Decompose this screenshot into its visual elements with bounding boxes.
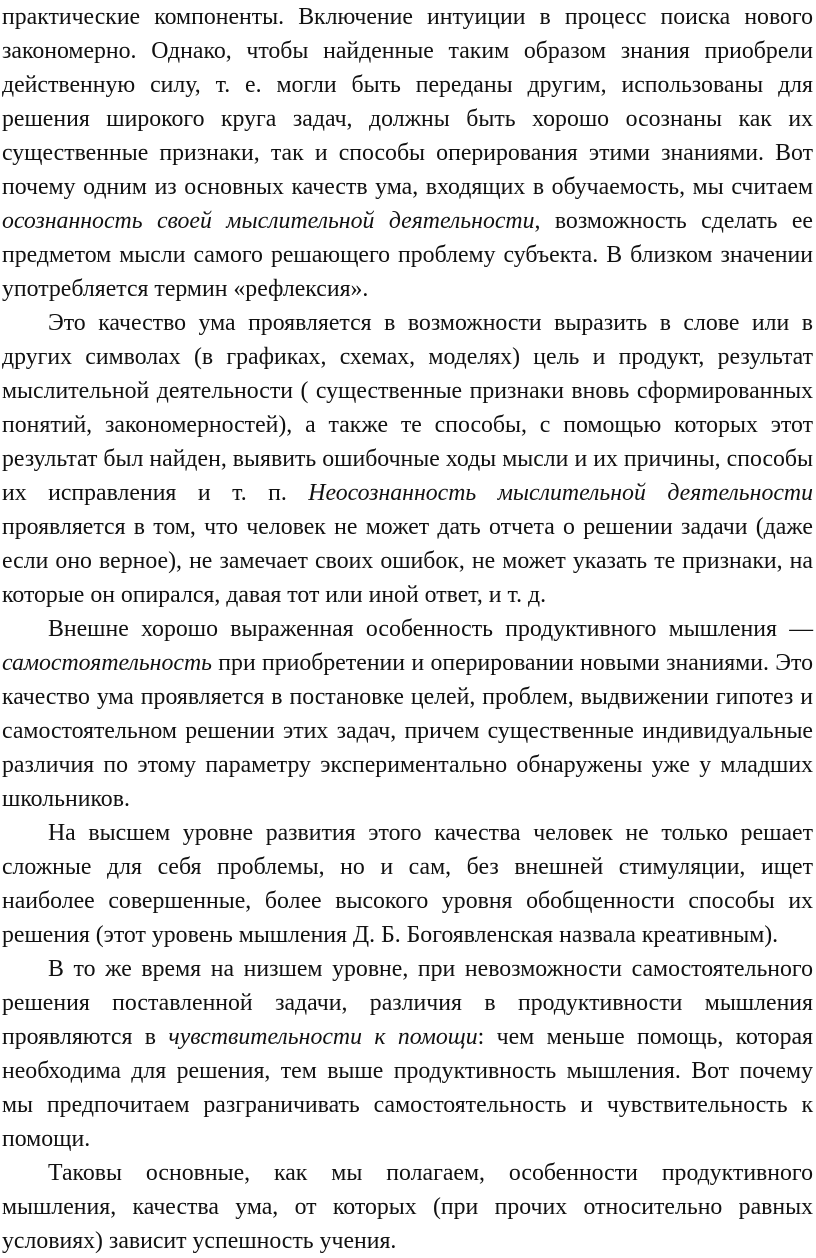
italic-term: осознанность своей мыслительной деятельности: [2, 208, 535, 234]
text-segment: В то же время на низшем уровне, при невозможности самостоятельного решения поставленной задачи, различия в продуктивности мышления проявляются в: [2, 956, 813, 1050]
italic-term: самостоятельность: [2, 650, 212, 676]
paragraph-4: [2, 816, 813, 952]
text-segment: Таковы основные, как мы полагаем, особенности продуктивного мышления, качества ума, от которых (при прочих относительно равных условиях) зависит успешность учения.: [2, 1160, 813, 1254]
text-segment: На высшем уровне развития этого качества человек не только решает сложные для себя проблемы, но и сам, без внешней стимуляции, ищет наиболее совершенные, более высокого уровня обобщенности способы их решения (этот уровень мышления Д. Б. Богоявленская назвала креативным).: [2, 820, 813, 948]
paragraph-6: [2, 1156, 813, 1258]
paragraph-1: [2, 0, 813, 306]
text-segment: , возможность сделать ее предметом мысли самого решающего проблему субъекта. В близком значении употребляется термин «рефлексия».: [2, 208, 813, 302]
paragraph-3: [2, 612, 813, 816]
paragraph-2: [2, 306, 813, 612]
text-segment: при приобретении и оперировании новыми знаниями. Это качество ума проявляется в постановке целей, проблем, выдвижении гипотез и самостоятельном решении этих задач, причем существенные индивидуальные различия по этому параметру экспериментально обнаружены уже у младших школьников.: [2, 650, 813, 812]
paragraph-5: [2, 952, 813, 1156]
text-segment: Внешне хорошо выраженная особенность продуктивного мышления —: [48, 616, 813, 642]
italic-term: чувствительности к помощи: [168, 1024, 478, 1050]
italic-term: Неосознанность мыслительной деятельности: [308, 480, 813, 506]
text-segment: : чем меньше помощь, которая необходима для решения, тем выше продуктивность мышления. Вот почему мы предпочитаем разграничивать самостоятельность и чувствительность к помощи.: [2, 1024, 813, 1152]
text-segment: проявляется в том, что человек не может дать отчета о решении задачи (даже если оно верное), не замечает своих ошибок, не может указать те признаки, на которые он опирался, давая тот или иной ответ, и т. д.: [2, 514, 813, 608]
text-segment: Это качество ума проявляется в возможности выразить в слове или в других символах (в графиках, схемах, моделях) цель и продукт, результат мыслительной деятельности ( существенные признаки вновь сформированных понятий, закономерностей), а также те способы, с помощью которых этот результат был найден, выявить ошибочные ходы мысли и их причины, способы их исправления и т. п.: [2, 310, 813, 506]
text-segment: практические компоненты. Включение интуиции в процесс поиска нового закономерно. Однако, чтобы найденные таким образом знания приобрели действенную силу, т. е. могли быть переданы другим, использованы для решения широкого круга задач, должны быть хорошо осознаны как их существенные признаки, так и способы оперирования этими знаниями. Вот почему одним из основных качеств ума, входящих в обучаемость, мы считаем: [2, 4, 813, 200]
